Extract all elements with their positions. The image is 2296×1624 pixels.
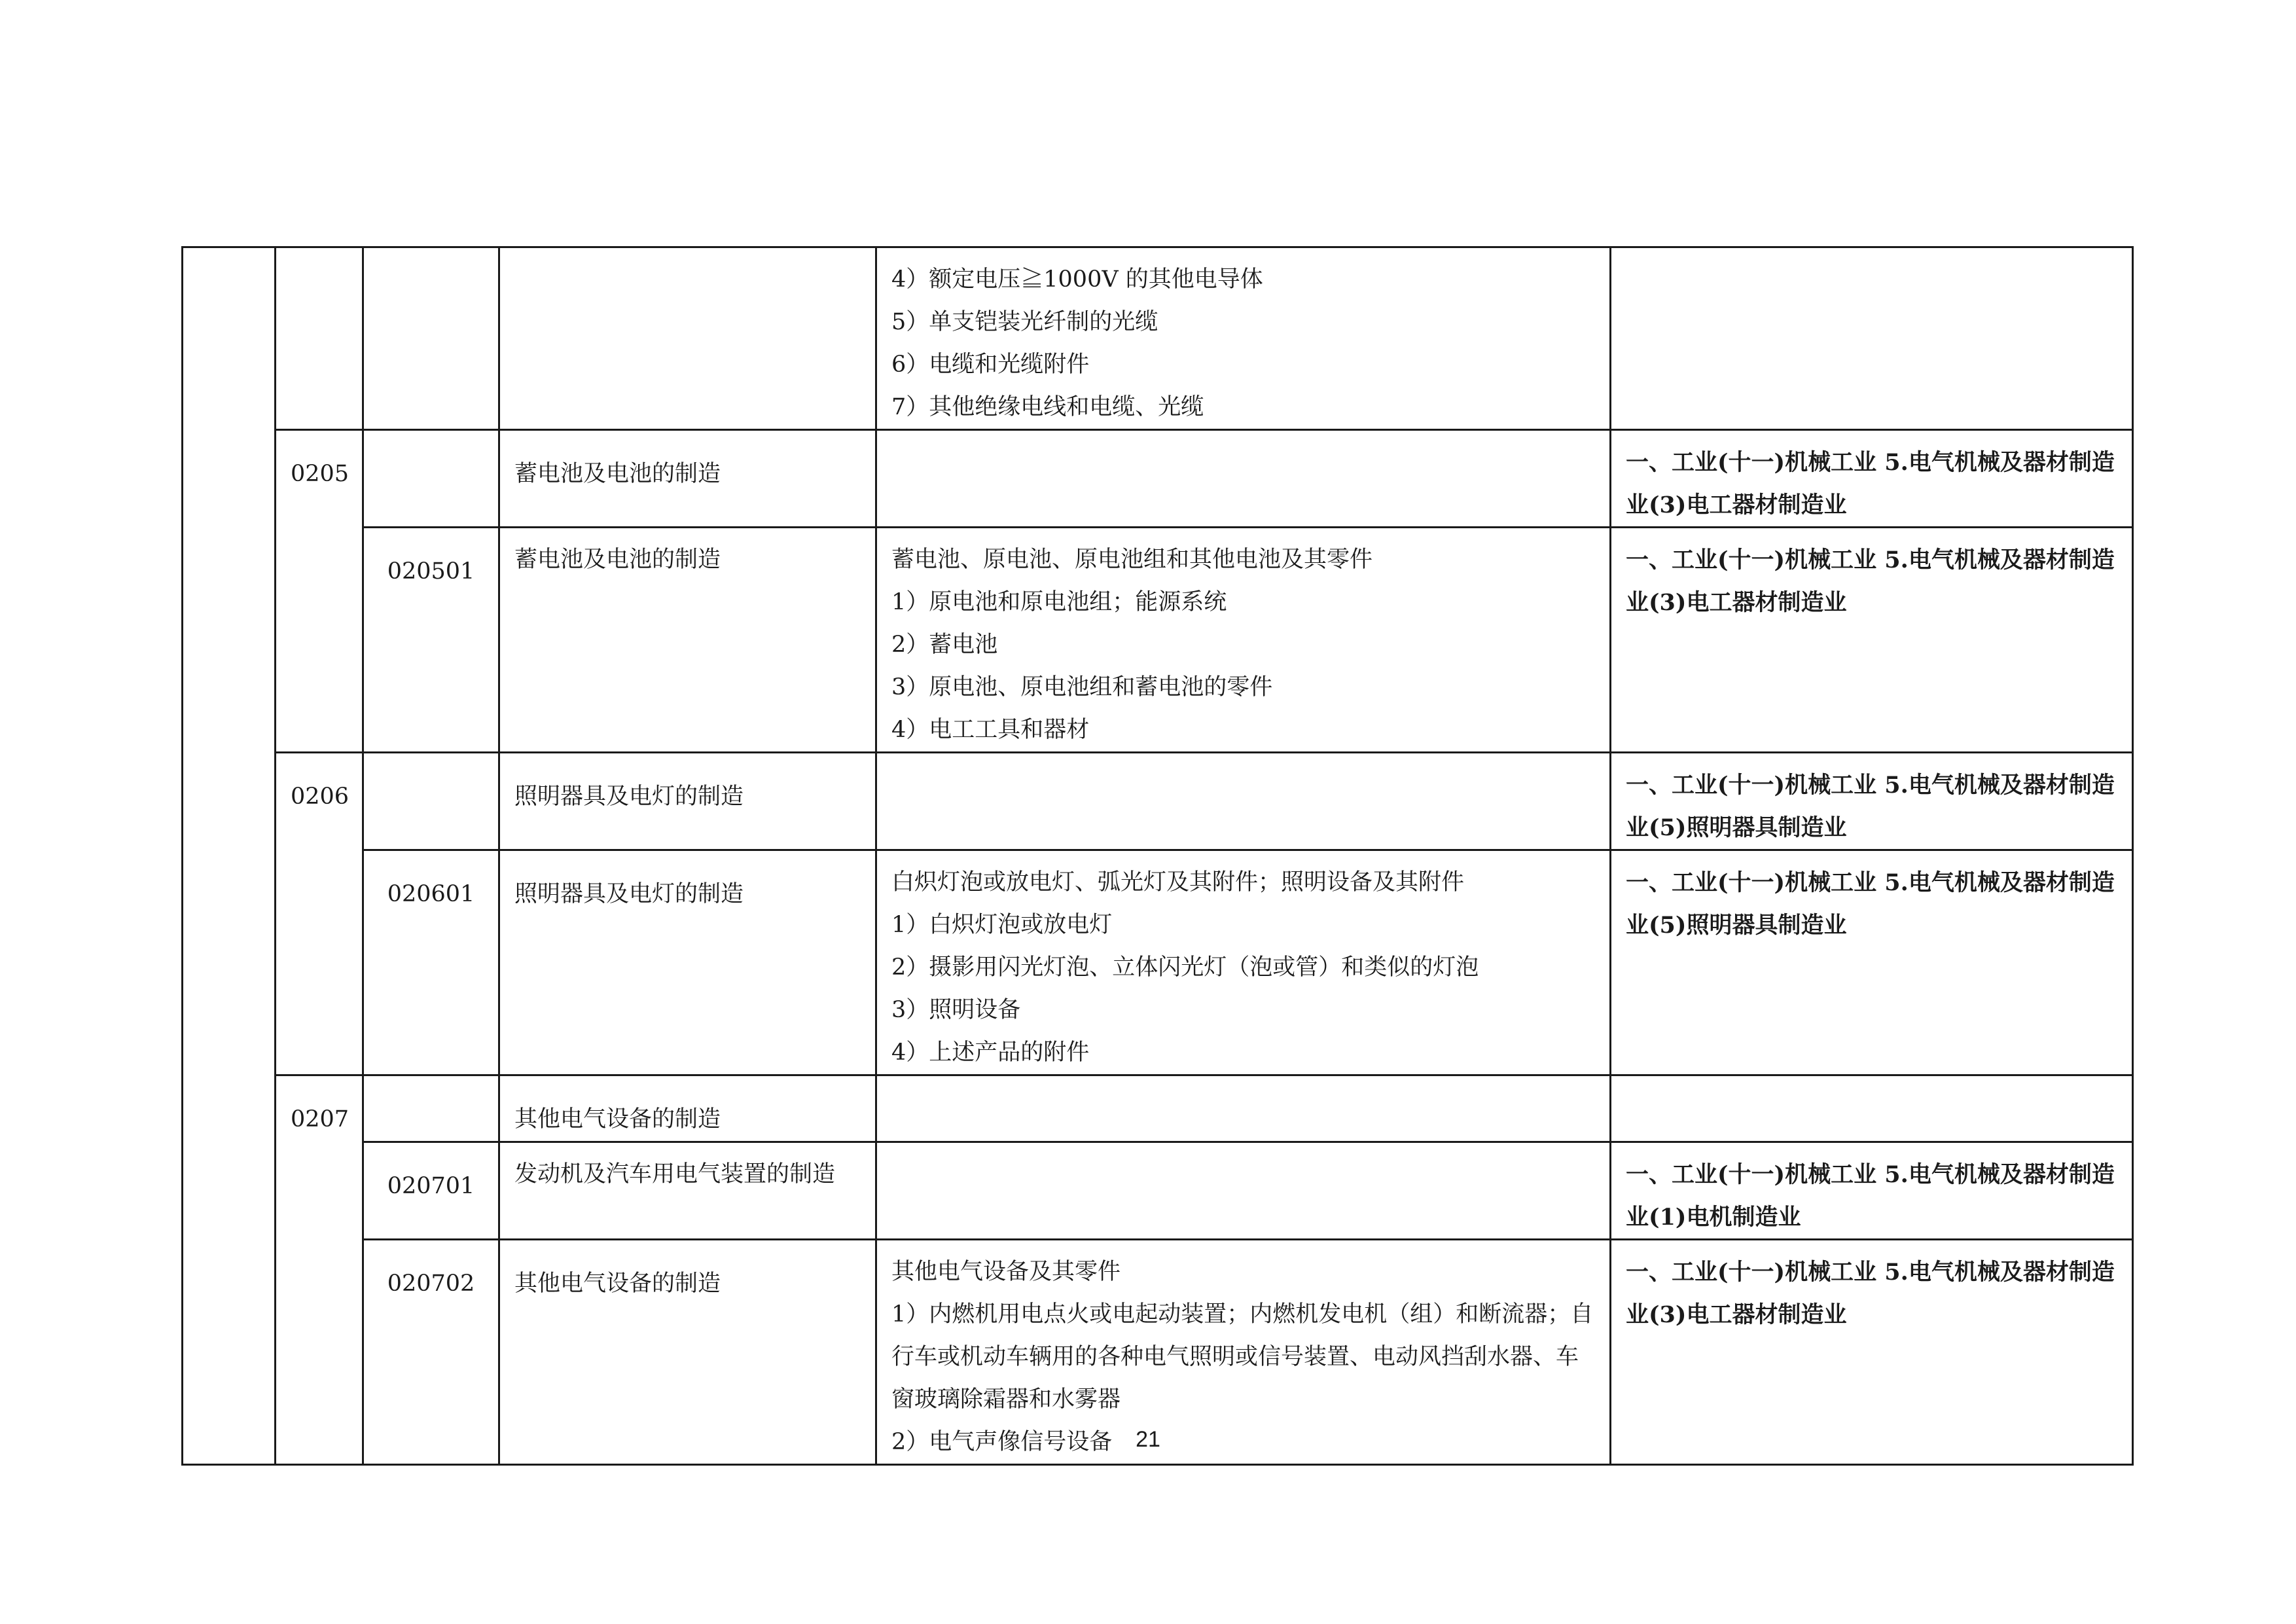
description-line: 2）电气声像信号设备 bbox=[891, 1429, 1113, 1455]
reference-cell: 一、工业(十一)机械工业 5.电气机械及器材制造业(1)电机制造业 bbox=[1611, 1142, 2133, 1240]
description-cell bbox=[876, 850, 1611, 1075]
description-line: 2）蓄电池 bbox=[891, 632, 998, 658]
group-code-cell: 0206 bbox=[276, 753, 363, 1075]
reference-cell bbox=[1611, 1075, 2133, 1142]
description-line: 1）内燃机用电点火或电起动装置；内燃机发电机（组）和断流器；自行车或机动车辆用的各种电气照明或信号装置、电动风挡刮水器、车窗玻璃除霜器和水雾器 bbox=[891, 1301, 1594, 1413]
description-line: 1）原电池和原电池组；能源系统 bbox=[891, 589, 1227, 615]
sub-code-cell: 020601 bbox=[363, 850, 499, 1075]
description-line: 6）电缆和光缆附件 bbox=[891, 352, 1090, 378]
reference-cell: 一、工业(十一)机械工业 5.电气机械及器材制造业(3)电工器材制造业 bbox=[1611, 1240, 2133, 1465]
sub-code-cell bbox=[363, 1075, 499, 1142]
description-cell bbox=[876, 430, 1611, 528]
description-line: 1）白炽灯泡或放电灯 bbox=[891, 912, 1113, 938]
description-cell bbox=[876, 1075, 1611, 1142]
name-cell: 蓄电池及电池的制造 bbox=[499, 528, 876, 753]
name-cell: 照明器具及电灯的制造 bbox=[499, 850, 876, 1075]
description-line: 其他电气设备及其零件 bbox=[891, 1259, 1121, 1285]
reference-cell: 一、工业(十一)机械工业 5.电气机械及器材制造业(5)照明器具制造业 bbox=[1611, 850, 2133, 1075]
name-cell: 其他电气设备的制造 bbox=[499, 1075, 876, 1142]
description-cell bbox=[876, 1142, 1611, 1240]
name-cell: 蓄电池及电池的制造 bbox=[499, 430, 876, 528]
table-row bbox=[183, 528, 2133, 753]
description-line: 2）摄影用闪光灯泡、立体闪光灯（泡或管）和类似的灯泡 bbox=[891, 954, 1479, 981]
table-row bbox=[183, 1075, 2133, 1142]
description-line: 4）电工工具和器材 bbox=[891, 717, 1090, 743]
name-cell bbox=[499, 247, 876, 430]
name-cell: 照明器具及电灯的制造 bbox=[499, 753, 876, 850]
table-row bbox=[183, 430, 2133, 528]
reference-cell: 一、工业(十一)机械工业 5.电气机械及器材制造业(3)电工器材制造业 bbox=[1611, 430, 2133, 528]
group-code-cell: 0205 bbox=[276, 430, 363, 753]
description-cell bbox=[876, 753, 1611, 850]
reference-cell: 一、工业(十一)机械工业 5.电气机械及器材制造业(3)电工器材制造业 bbox=[1611, 528, 2133, 753]
sub-code-cell: 020702 bbox=[363, 1240, 499, 1465]
group-code-cell: 0207 bbox=[276, 1075, 363, 1465]
sub-code-cell: 020701 bbox=[363, 1142, 499, 1240]
reference-cell: 一、工业(十一)机械工业 5.电气机械及器材制造业(5)照明器具制造业 bbox=[1611, 753, 2133, 850]
description-cell bbox=[876, 528, 1611, 753]
description-line: 5）单支铠装光纤制的光缆 bbox=[891, 309, 1158, 335]
name-cell: 发动机及汽车用电气装置的制造 bbox=[499, 1142, 876, 1240]
reference-cell bbox=[1611, 247, 2133, 430]
description-line: 白炽灯泡或放电灯、弧光灯及其附件；照明设备及其附件 bbox=[891, 869, 1465, 895]
sub-code-cell bbox=[363, 430, 499, 528]
table-row bbox=[183, 1142, 2133, 1240]
table-row bbox=[183, 753, 2133, 850]
category-column-cell bbox=[183, 247, 276, 1465]
description-line: 4）上述产品的附件 bbox=[891, 1039, 1090, 1066]
description-line: 3）照明设备 bbox=[891, 997, 1021, 1023]
classification-table bbox=[181, 246, 2134, 1466]
group-code-cell bbox=[276, 247, 363, 430]
sub-code-cell bbox=[363, 247, 499, 430]
description-line: 蓄电池、原电池、原电池组和其他电池及其零件 bbox=[891, 547, 1373, 573]
description-line: 7）其他绝缘电线和电缆、光缆 bbox=[891, 394, 1204, 420]
description-line: 3）原电池、原电池组和蓄电池的零件 bbox=[891, 674, 1273, 700]
sub-code-cell bbox=[363, 753, 499, 850]
table-row bbox=[183, 247, 2133, 430]
description-cell bbox=[876, 247, 1611, 430]
name-cell: 其他电气设备的制造 bbox=[499, 1240, 876, 1465]
page-number: 21 bbox=[1136, 1427, 1160, 1452]
table-row bbox=[183, 850, 2133, 1075]
sub-code-cell: 020501 bbox=[363, 528, 499, 753]
description-line: 4）额定电压≧1000V 的其他电导体 bbox=[891, 266, 1263, 293]
